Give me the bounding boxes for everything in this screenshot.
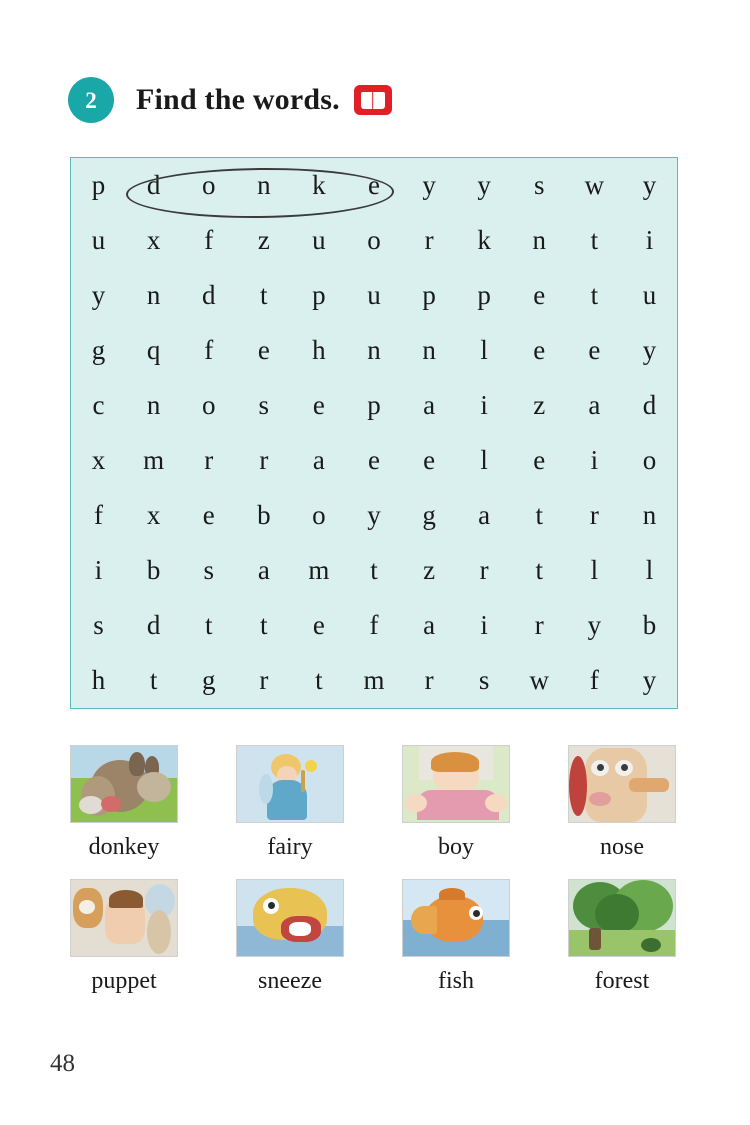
letter-cell-r3-c4[interactable]: h	[312, 335, 326, 365]
letter-cell-r4-c3[interactable]: s	[258, 390, 270, 420]
letter-cell-r0-c5[interactable]: e	[368, 170, 380, 200]
letter-cell-r8-c7[interactable]: i	[480, 610, 488, 640]
letter-cell-r7-c5[interactable]: t	[370, 555, 378, 585]
letter-cell-r1-c0[interactable]: u	[91, 225, 106, 255]
fairy-illustration	[236, 745, 344, 823]
letter-cell-r7-c0[interactable]: i	[94, 555, 103, 585]
letter-cell-r2-c10[interactable]: u	[642, 280, 657, 310]
picture-card-label: donkey	[88, 834, 160, 860]
picture-card-label: boy	[438, 834, 474, 860]
letter-cell-r4-c9[interactable]: a	[588, 390, 601, 420]
picture-card-forest[interactable]	[564, 879, 680, 995]
letter-cell-r1-c3[interactable]: z	[257, 225, 270, 255]
letter-cell-r2-c4[interactable]: p	[312, 280, 326, 310]
letter-cell-r4-c2[interactable]: o	[201, 390, 216, 420]
letter-cell-r6-c3[interactable]: b	[257, 500, 271, 530]
letter-cell-r8-c3[interactable]: t	[260, 610, 268, 640]
letter-cell-r6-c6[interactable]: g	[422, 500, 436, 530]
letter-cell-r0-c6[interactable]: y	[422, 170, 436, 200]
letter-cell-r8-c5[interactable]: f	[369, 610, 379, 640]
letter-cell-r5-c5[interactable]: e	[368, 445, 380, 475]
picture-card-nose[interactable]	[564, 745, 680, 861]
letter-cell-r4-c5[interactable]: p	[367, 390, 381, 420]
letter-cell-r7-c3[interactable]: a	[257, 555, 270, 585]
letter-cell-r2-c2[interactable]: d	[201, 280, 216, 310]
letter-cell-r6-c4[interactable]: o	[312, 500, 326, 530]
picture-card-sneeze[interactable]	[232, 879, 348, 995]
picture-card-boy[interactable]	[398, 745, 514, 861]
letter-cell-r7-c4[interactable]: m	[308, 555, 330, 585]
letter-cell-r7-c9[interactable]: l	[590, 555, 599, 585]
letter-cell-r6-c10[interactable]: n	[642, 500, 657, 530]
letter-cell-r1-c2[interactable]: f	[204, 225, 214, 255]
picture-card-row-1	[66, 745, 681, 861]
letter-cell-r5-c10[interactable]: o	[642, 445, 657, 475]
letter-cell-r1-c4[interactable]: u	[312, 225, 326, 255]
letter-cell-r5-c0[interactable]: x	[91, 445, 106, 475]
letter-cell-r5-c6[interactable]: e	[423, 445, 436, 475]
exercise-number-badge: 2	[68, 77, 114, 123]
letter-cell-r8-c0[interactable]: s	[93, 610, 104, 640]
letter-cell-r7-c2[interactable]: s	[203, 555, 214, 585]
letter-cell-r7-c6[interactable]: z	[423, 555, 436, 585]
letter-cell-r4-c7[interactable]: i	[480, 390, 488, 420]
letter-cell-r8-c4[interactable]: e	[312, 610, 325, 640]
letter-cell-r0-c2[interactable]: o	[201, 170, 216, 200]
letter-cell-r1-c10[interactable]: i	[645, 225, 654, 255]
letter-cell-r2-c7[interactable]: p	[477, 280, 491, 310]
exercise-title: Find the words.	[136, 83, 340, 116]
letter-cell-r3-c8[interactable]: e	[533, 335, 546, 365]
picture-card-label: nose	[600, 834, 644, 860]
letter-cell-r0-c8[interactable]: s	[534, 170, 545, 200]
letter-cell-r9-c0[interactable]: h	[91, 665, 106, 695]
letter-cell-r0-c10[interactable]: y	[642, 170, 657, 200]
letter-cell-r1-c6[interactable]: r	[424, 225, 434, 255]
letter-cell-r2-c3[interactable]: t	[260, 280, 268, 310]
letter-cell-r0-c0[interactable]: p	[91, 170, 106, 200]
letter-cell-r4-c8[interactable]: z	[533, 390, 546, 420]
letter-cell-r2-c5[interactable]: u	[367, 280, 381, 310]
letter-cell-r3-c9[interactable]: e	[588, 335, 601, 365]
letter-cell-r3-c0[interactable]: g	[91, 335, 106, 365]
picture-card-donkey[interactable]	[66, 745, 182, 861]
letter-cell-r3-c6[interactable]: n	[422, 335, 436, 365]
letter-cell-r3-c3[interactable]: e	[257, 335, 270, 365]
letter-cell-r0-c3[interactable]: n	[257, 170, 271, 200]
picture-card-fish[interactable]	[398, 879, 514, 995]
letter-cell-r1-c5[interactable]: o	[367, 225, 381, 255]
letter-cell-r9-c1[interactable]: t	[149, 665, 158, 695]
letter-cell-r9-c3[interactable]: r	[259, 665, 269, 695]
letter-cell-r2-c9[interactable]: t	[590, 280, 599, 310]
letter-cell-r4-c4[interactable]: e	[312, 390, 325, 420]
nose-illustration	[568, 745, 676, 823]
letter-cell-r8-c10[interactable]: b	[642, 610, 657, 640]
letter-cell-r9-c2[interactable]: g	[201, 665, 216, 695]
letter-cell-r2-c1[interactable]: n	[146, 280, 161, 310]
letter-cell-r0-c4[interactable]: k	[312, 170, 326, 200]
letter-cell-r5-c3[interactable]: r	[259, 445, 269, 475]
letter-cell-r6-c1[interactable]: x	[146, 500, 161, 530]
letter-cell-r5-c8[interactable]: e	[533, 445, 546, 475]
letter-cell-r3-c7[interactable]: l	[480, 335, 488, 365]
word-search-grid	[70, 157, 678, 709]
picture-card-label: forest	[594, 968, 650, 994]
letter-cell-r4-c10[interactable]: d	[642, 390, 657, 420]
letter-cell-r3-c2[interactable]: f	[204, 335, 214, 365]
letter-cell-r1-c8[interactable]: n	[532, 225, 547, 255]
picture-cards	[66, 745, 681, 1013]
letter-cell-r6-c5[interactable]: y	[367, 500, 381, 530]
letter-cell-r8-c1[interactable]: d	[146, 610, 161, 640]
donkey-illustration	[70, 745, 178, 823]
letter-cell-r6-c7[interactable]: a	[478, 500, 491, 530]
letter-grid	[71, 158, 677, 708]
letter-cell-r3-c5[interactable]: n	[367, 335, 381, 365]
letter-cell-r2-c8[interactable]: e	[533, 280, 546, 310]
exercise-header	[68, 76, 392, 124]
letter-cell-r1-c7[interactable]: k	[477, 225, 491, 255]
letter-cell-r9-c10[interactable]: y	[642, 665, 657, 695]
letter-cell-r9-c4[interactable]: t	[315, 665, 323, 695]
letter-cell-r8-c6[interactable]: a	[423, 610, 436, 640]
letter-cell-r4-c1[interactable]: n	[146, 390, 161, 420]
letter-cell-r2-c6[interactable]: p	[422, 280, 436, 310]
letter-cell-r6-c8[interactable]: t	[535, 500, 544, 530]
picture-card-row-2	[66, 879, 681, 995]
letter-cell-r5-c2[interactable]: r	[204, 445, 214, 475]
letter-cell-r0-c7[interactable]: y	[477, 170, 491, 200]
page-number: 48	[50, 1050, 75, 1077]
letter-cell-r5-c4[interactable]: a	[312, 445, 325, 475]
picture-card-label: sneeze	[258, 968, 322, 994]
letter-cell-r7-c8[interactable]: t	[535, 555, 544, 585]
letter-cell-r9-c7[interactable]: s	[478, 665, 490, 695]
sneeze-illustration	[236, 879, 344, 957]
letter-cell-r8-c9[interactable]: y	[587, 610, 602, 640]
letter-cell-r5-c9[interactable]: i	[590, 445, 599, 475]
letter-cell-r5-c1[interactable]: m	[143, 445, 165, 475]
letter-cell-r2-c0[interactable]: y	[91, 280, 106, 310]
letter-cell-r1-c9[interactable]: t	[590, 225, 599, 255]
book-icon	[354, 85, 392, 115]
picture-card-label: fish	[438, 968, 474, 994]
letter-cell-r3-c10[interactable]: y	[642, 335, 657, 365]
letter-cell-r4-c6[interactable]: a	[423, 390, 436, 420]
letter-cell-r7-c7[interactable]: r	[479, 555, 489, 585]
letter-cell-r5-c7[interactable]: l	[480, 445, 488, 475]
letter-cell-r3-c1[interactable]: q	[146, 335, 161, 365]
letter-cell-r9-c9[interactable]: f	[589, 665, 599, 695]
letter-cell-r6-c9[interactable]: r	[589, 500, 599, 530]
puppet-illustration	[70, 879, 178, 957]
book-icon-pages	[361, 92, 385, 109]
letter-cell-r9-c6[interactable]: r	[424, 665, 434, 695]
picture-card-fairy[interactable]	[232, 745, 348, 861]
boy-illustration	[402, 745, 510, 823]
picture-card-puppet[interactable]	[66, 879, 182, 995]
letter-cell-r9-c5[interactable]: m	[363, 665, 385, 695]
picture-card-label: puppet	[91, 968, 157, 994]
picture-card-label: fairy	[267, 834, 313, 860]
letter-cell-r0-c1[interactable]: d	[146, 170, 161, 200]
letter-cell-r8-c8[interactable]: r	[534, 610, 544, 640]
forest-illustration	[568, 879, 676, 957]
letter-cell-r8-c2[interactable]: t	[204, 610, 213, 640]
letter-cell-r6-c2[interactable]: e	[202, 500, 215, 530]
letter-cell-r6-c0[interactable]: f	[94, 500, 104, 530]
letter-cell-r7-c10[interactable]: l	[645, 555, 654, 585]
letter-cell-r4-c0[interactable]: c	[92, 390, 105, 420]
letter-cell-r9-c8[interactable]: w	[529, 665, 550, 695]
fish-illustration	[402, 879, 510, 957]
letter-cell-r7-c1[interactable]: b	[146, 555, 161, 585]
letter-cell-r0-c9[interactable]: w	[584, 170, 605, 200]
letter-cell-r1-c1[interactable]: x	[146, 225, 161, 255]
